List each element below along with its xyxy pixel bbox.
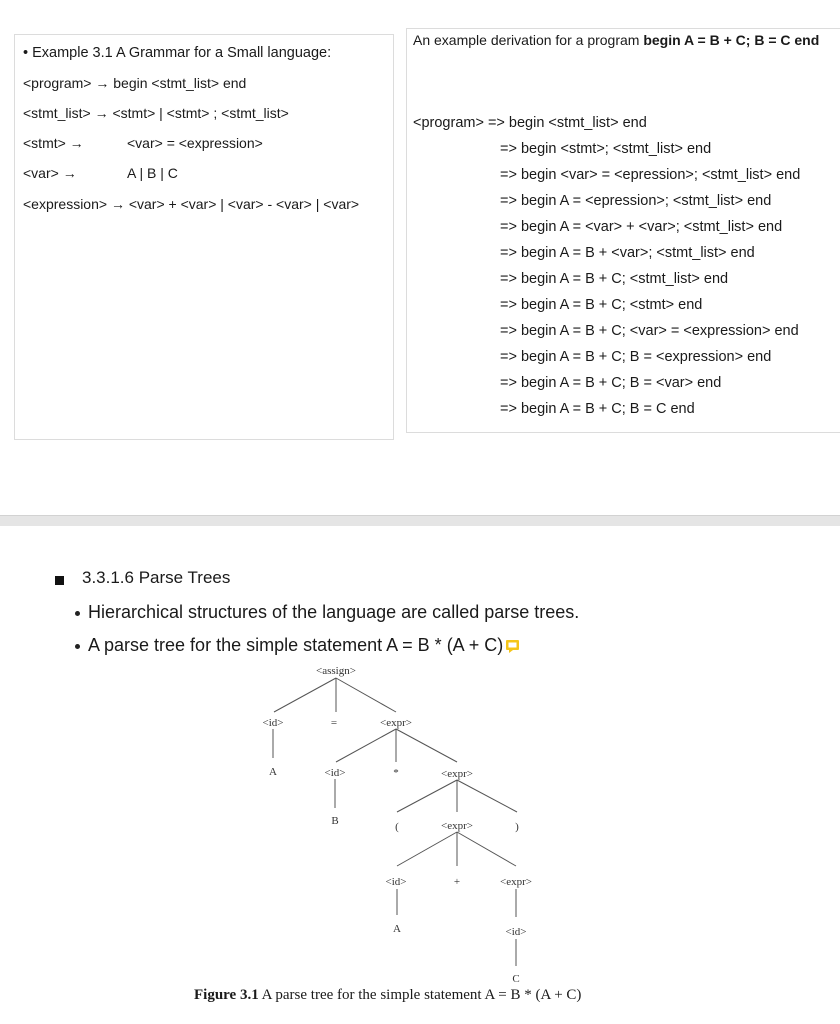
- derivation-step: => begin <var> = <epression>; <stmt_list> end: [500, 167, 801, 183]
- derivation-step: <program> => begin <stmt_list> end: [413, 115, 647, 131]
- tree-node-expr: <expr>: [380, 717, 412, 729]
- tree-node-id: <id>: [385, 876, 407, 888]
- tree-node-plus: +: [453, 876, 461, 888]
- tree-edge: [274, 678, 336, 712]
- derivation-step: => begin A = <var> + <var>; <stmt_list> end: [500, 219, 783, 235]
- derivation-step: => begin A = B + C; <stmt_list> end: [500, 271, 729, 287]
- derivation-title-bold: begin A = B + C; B = C end: [643, 32, 820, 48]
- parse-tree-slide: [0, 526, 840, 1024]
- tree-node-a: A: [393, 923, 401, 935]
- derivation-step: => begin A = B + C; B = <expression> end: [500, 349, 772, 365]
- tree-node-expr: <expr>: [441, 768, 473, 780]
- tree-edge: [396, 729, 457, 762]
- tree-node-assign: <assign>: [316, 665, 356, 677]
- tree-node-lparen: (: [395, 821, 399, 833]
- bullet-text: Hierarchical structures of the language are called parse trees.: [88, 602, 580, 622]
- grammar-rule-program: <program> → begin <stmt_list> end: [23, 75, 247, 91]
- tree-edge: [336, 678, 396, 712]
- tree-node-equals: =: [330, 717, 338, 729]
- derivation-step: => begin A = B + C; B = <var> end: [500, 375, 722, 391]
- tree-node-expr: <expr>: [441, 820, 473, 832]
- tree-node-star: *: [393, 767, 399, 779]
- grammar-card: [14, 34, 394, 440]
- tree-edge: [457, 832, 516, 866]
- grammar-rule-stmt-lhs: <stmt> →: [23, 135, 84, 151]
- tree-edge: [457, 780, 517, 812]
- derivation-step: => begin A = B + C; B = C end: [500, 401, 695, 417]
- derivation-step: => begin A = B + <var>; <stmt_list> end: [500, 245, 755, 261]
- bullet-dot: •: [23, 45, 33, 61]
- tree-edge: [397, 780, 457, 812]
- figure-caption: [194, 986, 581, 1004]
- tree-node-b: B: [331, 815, 339, 827]
- tree-edge: [397, 832, 457, 866]
- derivation-step: => begin A = B + C; <var> = <expression> end: [500, 323, 799, 339]
- tree-edge: [336, 729, 396, 762]
- figure-caption-text: A parse tree for the simple statement A = B * (A + C): [258, 987, 582, 1003]
- tree-node-id: <id>: [324, 767, 346, 779]
- grammar-rule-stmt-list: <stmt_list> → <stmt> | <stmt> ; <stmt_list>: [23, 105, 289, 121]
- slide-divider: [0, 515, 840, 526]
- derivation-step: => begin A = B + C; <stmt> end: [500, 297, 703, 313]
- derivation-step: => begin A = <epression>; <stmt_list> end: [500, 193, 772, 209]
- grammar-rule-var-rhs: A | B | C: [127, 165, 178, 181]
- grammar-rule-stmt-rhs: <var> = <expression>: [127, 135, 263, 151]
- tree-node-a: A: [269, 766, 277, 778]
- derivation-title-plain: An example derivation for a program: [413, 32, 644, 48]
- tree-node-expr: <expr>: [500, 876, 532, 888]
- grammar-title-text: Example 3.1 A Grammar for a Small language:: [32, 45, 332, 61]
- bullet-text-2: A parse tree for the simple statement A = B * (A + C): [88, 635, 504, 655]
- tree-node-id: <id>: [262, 717, 284, 729]
- derivation-card: [406, 28, 840, 433]
- grammar-title: [23, 45, 331, 62]
- figure-caption-label: Figure 3.1: [194, 987, 259, 1003]
- derivation-title: [413, 33, 833, 47]
- parse-tree-diagram: [0, 526, 840, 986]
- derivation-step: => begin <stmt>; <stmt_list> end: [500, 141, 712, 157]
- grammar-rule-expression: <expression> → <var> + <var> | <var> - <var> | <var>: [23, 196, 360, 212]
- tree-node-rparen: ): [515, 821, 519, 833]
- grammar-rule-var-lhs: <var> →: [23, 165, 77, 181]
- tree-node-c: C: [512, 973, 520, 985]
- section-title: 3.3.1.6 Parse Trees: [82, 568, 231, 587]
- tree-node-id: <id>: [505, 926, 527, 938]
